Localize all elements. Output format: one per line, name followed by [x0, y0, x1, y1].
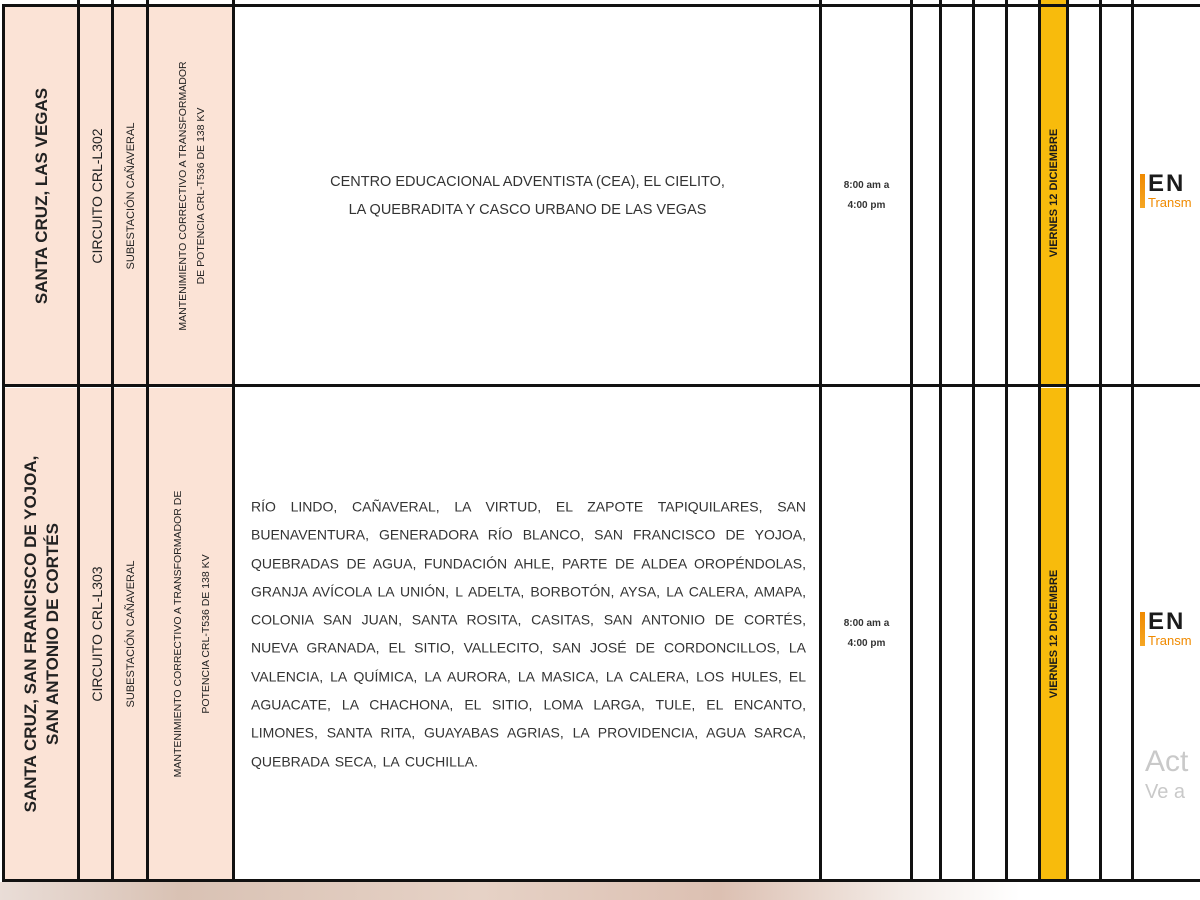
grid-col-line	[111, 0, 114, 882]
row2-sector-cell	[4, 388, 79, 880]
row1-time-cell	[822, 7, 911, 385]
logo-main-text: EN	[1148, 608, 1186, 635]
watermark-subtitle: Ve a	[1145, 781, 1186, 803]
row1-sector-cell	[4, 7, 79, 385]
row2-day-cell	[1040, 388, 1067, 880]
row2-work-cell	[149, 388, 234, 880]
logo-mark-icon	[1140, 174, 1145, 208]
row1-company-logo	[1140, 172, 1192, 210]
grid-line-row-separator	[2, 384, 1200, 387]
row1-substation-cell	[114, 7, 148, 385]
activation-watermark	[1145, 745, 1188, 805]
row2-substation-label: SUBESTACIÓN CAÑAVERAL	[125, 560, 137, 708]
row2-sector-line1: SANTA CRUZ, SAN FRANCISCO DE YOJOA,	[20, 455, 40, 813]
logo-sub-text: Transm	[1148, 633, 1192, 648]
grid-col-line	[232, 0, 235, 882]
row1-substation-label: SUBESTACIÓN CAÑAVERAL	[125, 122, 137, 270]
logo-mark-icon	[1140, 612, 1145, 646]
grid-col-line	[1005, 0, 1008, 882]
grid-col-line	[146, 0, 149, 882]
row2-time-range	[822, 614, 911, 654]
row1-areas-line2: LA QUEBRADITA Y CASCO URBANO DE LAS VEGAS	[348, 202, 707, 218]
grid-col-line	[910, 0, 913, 882]
grid-col-line	[1131, 0, 1134, 882]
row1-work-line1: MANTENIMIENTO CORRECTIVO A TRANSFORMADOR	[176, 61, 189, 331]
row1-day-label: VIERNES 12 DICIEMBRE	[1047, 128, 1060, 257]
row1-time-end: 4:00 pm	[847, 200, 886, 211]
row2-work-line2: POTENCIA CRL-T536 DE 138 KV	[199, 554, 212, 714]
row2-substation-cell	[114, 388, 148, 880]
row2-time-start: 8:00 am a	[843, 618, 890, 629]
logo-sub-text: Transm	[1148, 195, 1192, 210]
watermark-title: Act	[1145, 745, 1189, 778]
row2-work-line1: MANTENIMIENTO CORRECTIVO A TRANSFORMADOR DE	[171, 490, 184, 778]
row2-work-description	[164, 491, 220, 778]
grid-col-line	[77, 0, 80, 882]
grid-col-line	[2, 4, 5, 882]
row1-areas-line1: CENTRO EDUCACIONAL ADVENTISTA (CEA), EL CIELITO,	[330, 174, 725, 190]
row1-circuit-cell	[80, 7, 113, 385]
row1-affected-areas	[235, 168, 820, 224]
row2-day-label: VIERNES 12 DICIEMBRE	[1047, 569, 1060, 699]
grid-col-line	[972, 0, 975, 882]
grid-col-line	[1099, 0, 1102, 882]
row1-sector-label: SANTA CRUZ, LAS VEGAS	[31, 87, 51, 305]
row2-circuit-cell	[80, 388, 113, 880]
grid-col-line	[819, 0, 822, 882]
row2-areas-cell	[235, 388, 820, 880]
row1-time-start: 8:00 am a	[843, 180, 890, 191]
grid-col-line	[1066, 0, 1069, 882]
row1-work-cell	[149, 7, 234, 385]
row2-time-end: 4:00 pm	[847, 638, 886, 649]
row2-company-logo	[1140, 610, 1192, 648]
row1-circuit-label: CIRCUITO CRL-L302	[88, 128, 105, 264]
row2-affected-areas: RÍO LINDO, CAÑAVERAL, LA VIRTUD, EL ZAPOTE TAPIQUILARES, SAN BUENAVENTURA, GENERADORA RÍO BLANCO, SAN FRANCISCO DE YOJOA, QUEBRADAS DE AGUA, FUNDACIÓN AHLE, PARTE DE ALDEA OROPÉNDOLAS, GRANJA AVÍCOLA LA UNIÓN, L ADELTA, BORBOTÓN, AYSA, LA CALERA, AMAPA, COLONIA SAN JUAN, SANTA ROSITA, CASITAS, SAN ANTONIO DE CORTÉS, NUEVA GRANADA, EL SITIO, VALLECITO, SAN JOSÉ DE CORDONCILLOS, LA VALENCIA, LA QUÍMICA, LA AURORA, LA MASICA, LA CALERA, LOS HULES, EL AGUACATE, LA CHACHONA, EL SITIO, LOMA LARGA, TULE, EL ENCANTO, LIMONES, SANTA RITA, GUAYABAS AGRIAS, LA PROVIDENCIA, AGUA SARCA, QUEBRADA SECA, LA CUCHILLA.	[251, 498, 806, 770]
row2-circuit-label: CIRCUITO CRL-L303	[88, 566, 105, 702]
row2-sector-label	[20, 456, 64, 813]
row1-work-description	[174, 61, 210, 330]
row1-work-line2: DE POTENCIA CRL-T536 DE 138 KV	[194, 107, 207, 285]
grid-line-top	[2, 4, 1200, 7]
row2-time-cell	[822, 388, 911, 880]
row1-day-cell	[1040, 0, 1067, 385]
bottom-photo-strip	[0, 882, 1200, 900]
logo-main-text: EN	[1148, 170, 1186, 197]
grid-col-line	[939, 0, 942, 882]
row2-sector-line2: SAN ANTONIO DE CORTÉS	[42, 523, 62, 745]
grid-col-line	[1038, 0, 1041, 882]
row1-time-range	[822, 176, 911, 216]
row1-areas-cell	[235, 7, 820, 385]
